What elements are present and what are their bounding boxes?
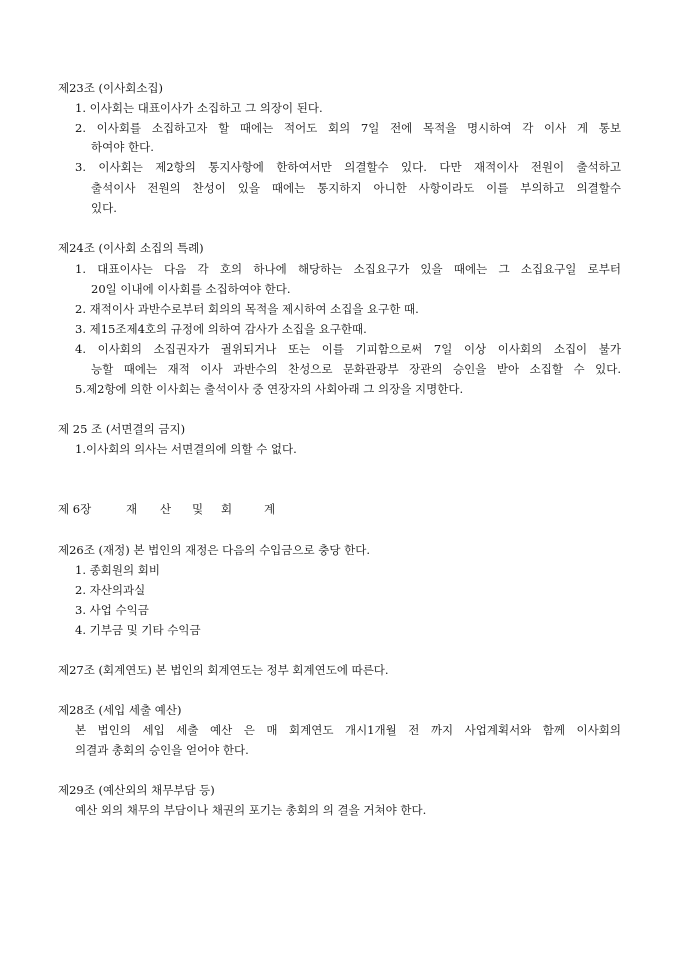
article-28-title: 제28조 (세입 세출 예산) [58, 703, 182, 717]
article-26-item-1: 1. 종회원의 회비 [75, 563, 160, 577]
article-26-item-3: 3. 사업 수익금 [75, 603, 149, 617]
article-29-title: 제29조 (예산외의 채무부담 등) [58, 783, 215, 797]
chapter-6-label: 제 6장 [58, 502, 92, 516]
article-24-item-5: 5.제2항에 의한 이사회는 출석이사 중 연장자의 사회아래 그 의장을 지명한다. [75, 382, 464, 396]
article-23-item-3: 3. 이사회는 제2항의 통지사항에 한하여서만 의결할수 있다. 다만 재적이사 전원이 출석하고 [75, 160, 621, 174]
article-26-title: 제26조 (재정) 본 법인의 재정은 다음의 수입금으로 충당 한다. [58, 543, 371, 557]
article-24-item-4-cont: 능할 때에는 재적 이사 과반수의 찬성으로 문화관광부 장관의 승인을 받아 소집할 수 있다. [91, 362, 621, 376]
article-24-item-1-cont: 20일 이내에 이사회를 소집하여야 한다. [91, 282, 291, 296]
article-25-item-1: 1.이사회의 의사는 서면결의에 의할 수 없다. [75, 442, 297, 456]
chapter-6-word: 회 [221, 502, 233, 516]
article-28-item-1: 본 법인의 세입 세출 예산 은 매 회계연도 개시1개월 전 까지 사업계획서와 함께 이사회의 [75, 723, 621, 737]
article-26-item-4: 4. 기부금 및 기타 수익금 [75, 623, 201, 637]
article-29-item-1: 예산 외의 채무의 부담이나 채권의 포기는 총회의 의 결을 거쳐야 한다. [75, 803, 427, 817]
chapter-6-word: 산 [160, 502, 172, 516]
article-23-item-2-cont: 하여야 한다. [91, 140, 154, 154]
article-23-item-3-cont1: 출석이사 전원의 찬성이 있을 때에는 통지하지 아니한 사항이라도 이를 부의하고 의결할수 [91, 181, 621, 195]
article-23-item-1: 1. 이사회는 대표이사가 소집하고 그 의장이 된다. [75, 101, 323, 115]
article-25-title: 제 25 조 (서면결의 금지) [58, 422, 186, 436]
article-24-item-1: 1. 대표이사는 다음 각 호의 하나에 해당하는 소집요구가 있을 때에는 그 소집요구일 로부터 [75, 262, 621, 276]
chapter-6-word: 재 [126, 502, 138, 516]
article-24-item-3: 3. 제15조제4호의 규정에 의하여 감사가 소집을 요구한때. [75, 322, 367, 336]
article-28-item-1-cont: 의결과 총회의 승인을 얻어야 한다. [75, 743, 249, 757]
article-24-title: 제24조 (이사회 소집의 특례) [58, 241, 204, 255]
article-24-item-4: 4. 이사회의 소집권자가 궐위되거나 또는 이를 기피함으로써 7일 이상 이사회의 소집이 불가 [75, 342, 621, 356]
article-23-item-3-cont2: 있다. [91, 201, 117, 215]
article-27-title: 제27조 (회계연도) 본 법인의 회계연도는 정부 회계연도에 따른다. [58, 663, 389, 677]
chapter-6-word: 계 [264, 502, 276, 516]
article-24-item-2: 2. 재적이사 과반수로부터 회의의 목적을 제시하여 소집을 요구한 때. [75, 302, 419, 316]
article-23-title: 제23조 (이사회소집) [58, 81, 164, 95]
article-26-item-2: 2. 자산의과실 [75, 583, 146, 597]
article-23-item-2: 2. 이사회를 소집하고자 할 때에는 적어도 회의 7일 전에 목적을 명시하여 각 이사 게 통보 [75, 121, 621, 135]
chapter-6-word: 및 [192, 502, 204, 516]
